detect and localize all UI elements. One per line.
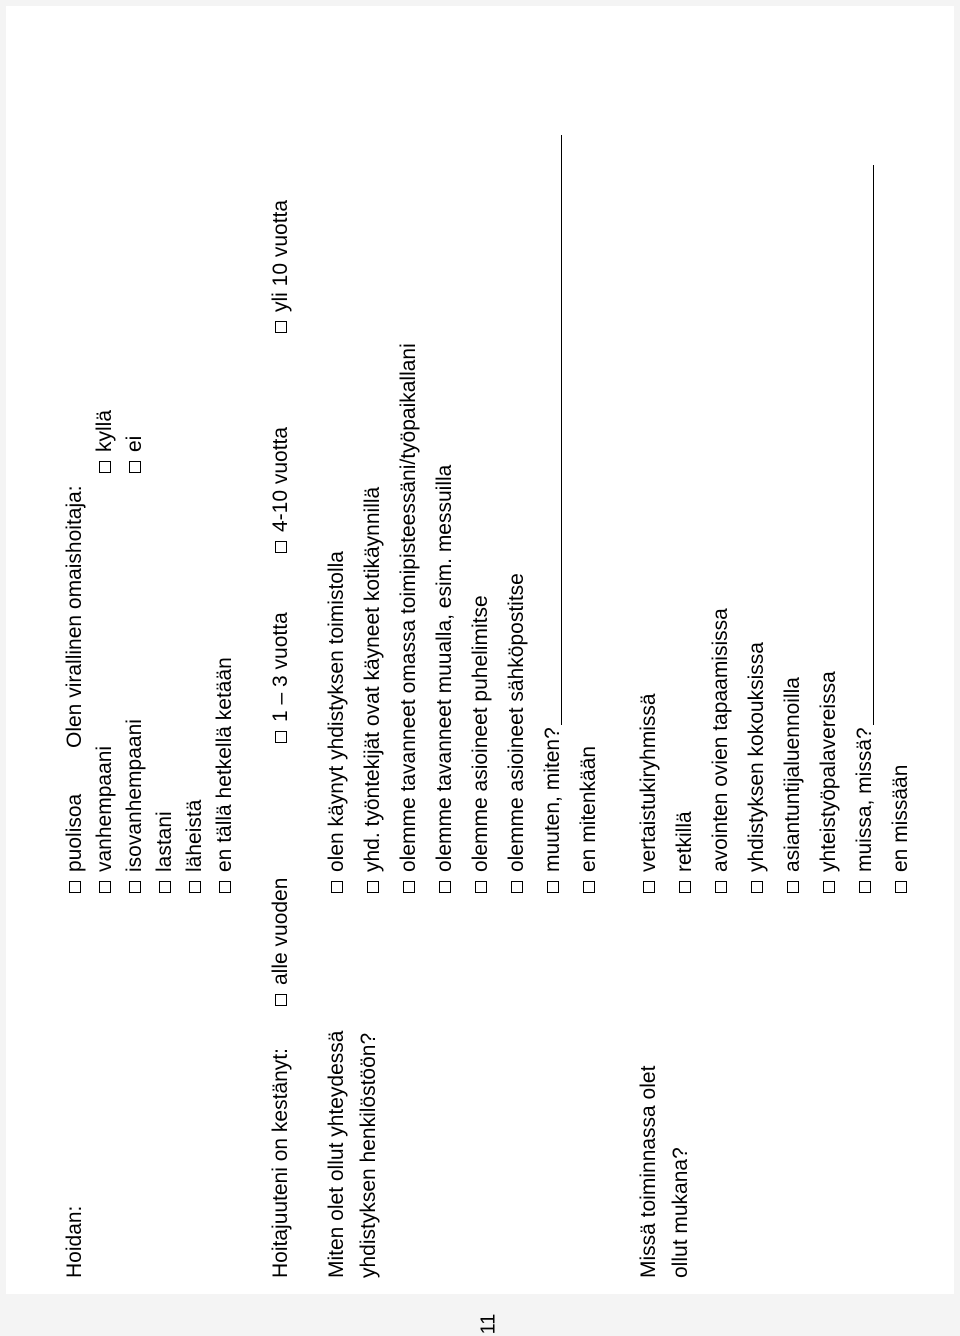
yhteys-option[interactable]: yhd. työntekijät ovat käyneet kotikäynnillä [362,487,383,893]
kesto-option[interactable]: 4-10 vuotta [270,427,291,553]
checkbox[interactable] [189,881,201,893]
checkbox[interactable] [331,881,343,893]
checkbox[interactable] [367,881,379,893]
toiminta-option[interactable]: avointen ovien tapaamisissa [710,608,731,893]
checkbox[interactable] [275,321,287,333]
virallinen-option[interactable]: kyllä [94,410,115,473]
yhteys-option[interactable]: olen käynyt yhdistyksen toimistolla [326,551,347,893]
yhteys-option[interactable]: olemme asioineet puhelimitse [470,595,491,893]
checkbox[interactable] [99,461,111,473]
checkbox[interactable] [275,994,287,1006]
rotated-content [6,6,954,1296]
kesto-option[interactable]: yli 10 vuotta [270,200,291,333]
checkbox[interactable] [403,881,415,893]
checkbox[interactable] [219,881,231,893]
checkbox[interactable] [99,881,111,893]
checkbox[interactable] [129,881,141,893]
hoidan-option[interactable]: puolisoa [64,794,85,893]
checkbox[interactable] [511,881,523,893]
yhteys-option[interactable]: en mitenkään [578,746,599,893]
other-answer-line[interactable] [855,165,874,725]
checkbox[interactable] [859,881,871,893]
kesto-option[interactable]: alle vuoden [270,878,291,1006]
other-answer-line[interactable] [543,135,562,725]
hoidan-option[interactable]: vanhempaani [94,746,115,893]
checkbox[interactable] [159,881,171,893]
checkbox[interactable] [547,881,559,893]
checkbox[interactable] [583,881,595,893]
yhteys-option-other[interactable]: muuten, miten? [542,135,563,893]
toiminta-option[interactable]: yhdistyksen kokouksissa [746,642,767,893]
yhteys-option[interactable]: olemme tavanneet omassa toimipisteessäni/työpaikallani [398,343,419,893]
page-number: 11 [477,1313,500,1335]
hoidan-option[interactable]: en tällä hetkellä ketään [214,657,235,893]
checkbox[interactable] [275,541,287,553]
checkbox[interactable] [275,731,287,743]
toiminta-label: Missä toiminnassa olet [637,1065,660,1278]
yhteys-option[interactable]: olemme tavanneet muualla, esim. messuilla [434,465,455,893]
yhteys-label: yhdistyksen henkilöstöön? [357,1032,380,1278]
yhteys-option[interactable]: olemme asioineet sähköpostitse [506,573,527,893]
checkbox[interactable] [475,881,487,893]
toiminta-option[interactable]: retkillä [674,811,695,893]
virallinen-option[interactable]: ei [124,436,145,473]
kesto-option[interactable]: 1 – 3 vuotta [270,612,291,743]
toiminta-option[interactable]: en missään [890,765,911,893]
hoidan-option[interactable]: isovanhempaani [124,719,145,893]
hoidan-option[interactable]: läheistä [184,800,205,893]
toiminta-label: ollut mukana? [669,1147,692,1278]
checkbox[interactable] [715,881,727,893]
toiminta-option[interactable]: yhteistyöpalavereissa [818,671,839,893]
checkbox[interactable] [69,881,81,893]
checkbox[interactable] [751,881,763,893]
hoidan-option[interactable]: lastani [154,811,175,893]
checkbox[interactable] [439,881,451,893]
checkbox[interactable] [643,881,655,893]
toiminta-option-other[interactable]: muissa, missä? [854,165,875,893]
checkbox[interactable] [129,461,141,473]
checkbox[interactable] [787,881,799,893]
hoidan-label: Hoidan: [63,1205,86,1278]
checkbox[interactable] [823,881,835,893]
toiminta-option[interactable]: vertaistukiryhmissä [638,693,659,893]
checkbox[interactable] [895,881,907,893]
virallinen-label: Olen virallinen omaishoitaja: [63,485,86,748]
kesto-label: Hoitajuuteni on kestänyt: [269,1048,292,1278]
yhteys-label: Miten olet ollut yhteydessä [325,1030,348,1278]
document-page [6,6,954,1294]
toiminta-option[interactable]: asiantuntijaluennoilla [782,677,803,893]
checkbox[interactable] [679,881,691,893]
